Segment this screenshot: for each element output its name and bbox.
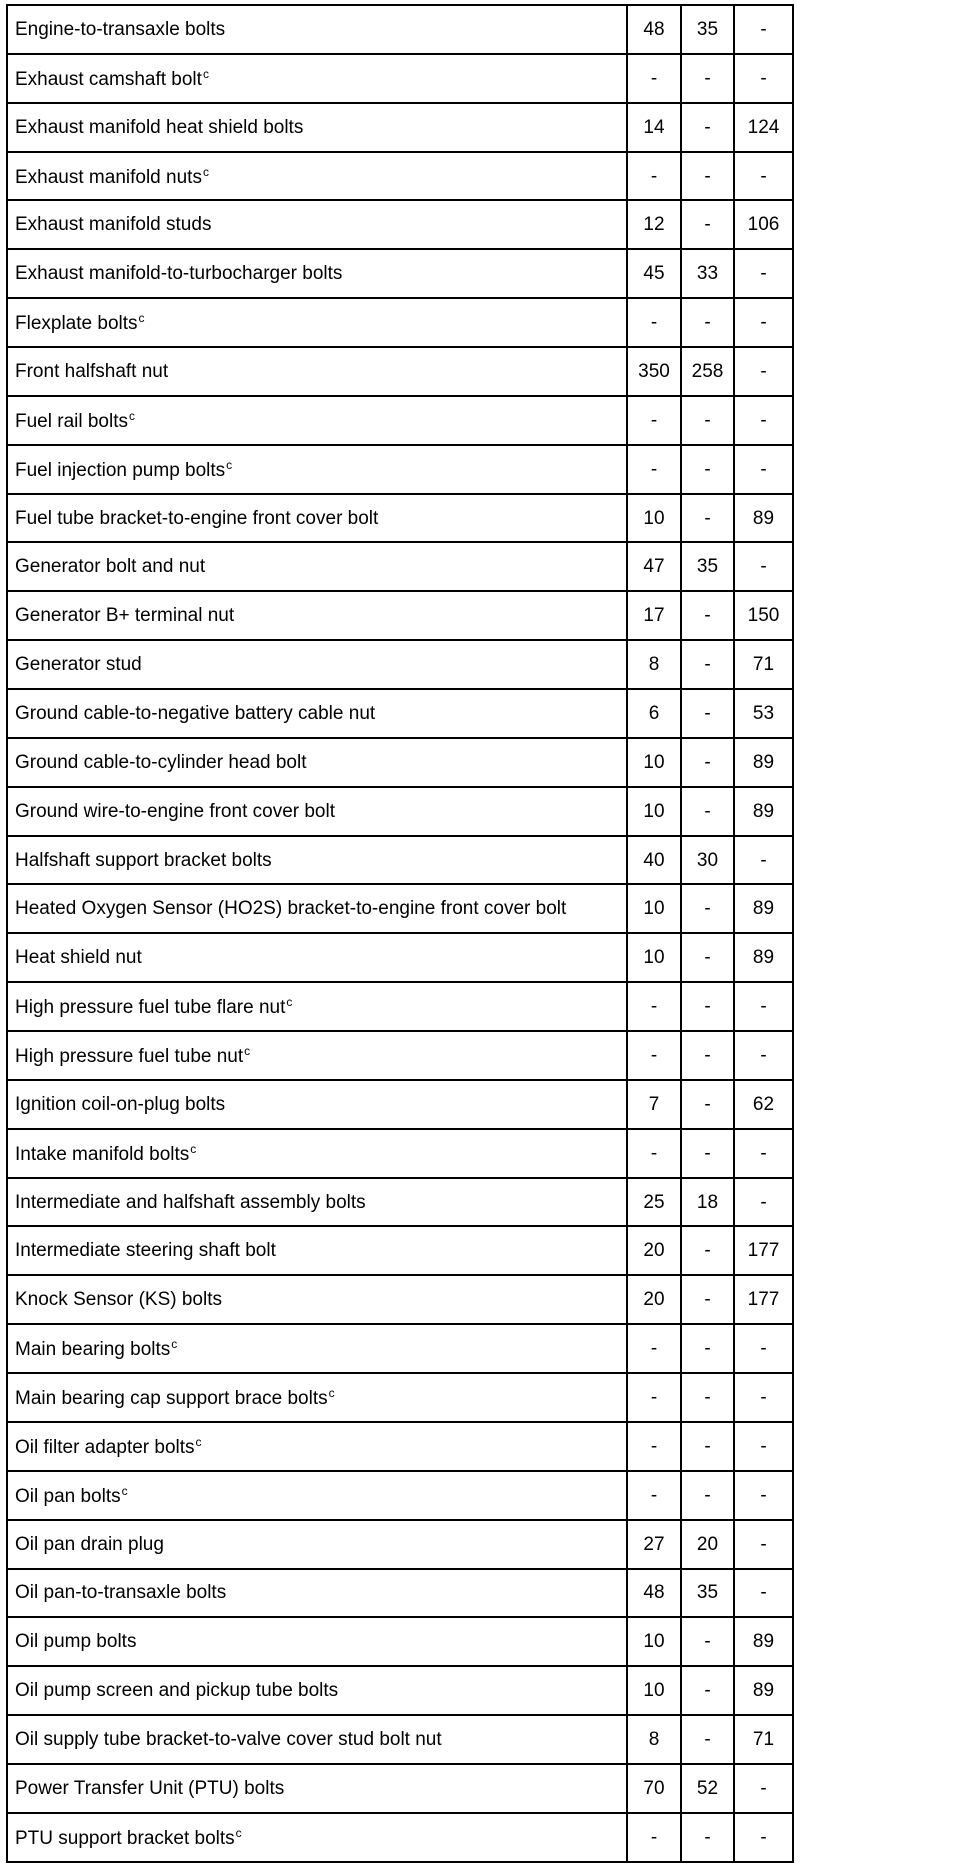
lbin-value: - [734, 1471, 793, 1520]
table-row [7, 982, 793, 1031]
lbin-value: - [734, 1129, 793, 1178]
lbin-value: 89 [734, 1666, 793, 1715]
component-cell [7, 1422, 627, 1471]
lbft-value: - [681, 689, 734, 738]
lbft-value: - [681, 1422, 734, 1471]
table-row [7, 152, 793, 201]
lbin-value: 71 [734, 640, 793, 689]
table-row [7, 1324, 793, 1373]
lbin-value: - [734, 1178, 793, 1227]
lbft-value: - [681, 1324, 734, 1373]
component-name: High pressure fuel tube flare nut [15, 997, 286, 1019]
lbft-value: - [681, 933, 734, 982]
component-cell [7, 1031, 627, 1080]
lbft-value: - [681, 1129, 734, 1178]
component-name: Oil pump screen and pickup tube bolts [15, 1680, 339, 1702]
lbin-value: - [734, 396, 793, 445]
nm-value: 20 [627, 1275, 681, 1324]
component-name: Oil pan-to-transaxle bolts [15, 1582, 227, 1604]
nm-value: 6 [627, 689, 681, 738]
table-row [7, 1275, 793, 1324]
component-name: Ground cable-to-negative battery cable nut [15, 702, 376, 724]
lbft-value: - [681, 738, 734, 787]
lbft-value: - [681, 1715, 734, 1764]
lbin-value: 89 [734, 933, 793, 982]
lbft-value: - [681, 982, 734, 1031]
lbft-value: 30 [681, 836, 734, 885]
lbft-value: - [681, 591, 734, 640]
nm-value: 14 [627, 103, 681, 152]
table-row [7, 1422, 793, 1471]
component-cell [7, 640, 627, 689]
component-name: Heated Oxygen Sensor (HO2S) bracket-to-engine front cover bolt [15, 898, 567, 920]
nm-value: - [627, 982, 681, 1031]
table-row [7, 1471, 793, 1520]
component-name: Ground cable-to-cylinder head bolt [15, 751, 307, 773]
table-row [7, 249, 793, 298]
table-row [7, 1031, 793, 1080]
nm-value: 8 [627, 640, 681, 689]
table-row [7, 1569, 793, 1618]
component-cell [7, 738, 627, 787]
lbin-value: - [734, 1324, 793, 1373]
component-cell [7, 200, 627, 249]
nm-value: 12 [627, 200, 681, 249]
table-row [7, 1080, 793, 1129]
lbft-value: - [681, 103, 734, 152]
table-row [7, 1715, 793, 1764]
table-row [7, 396, 793, 445]
lbft-value: 20 [681, 1520, 734, 1569]
component-cell [7, 1275, 627, 1324]
table-row [7, 200, 793, 249]
lbft-value: - [681, 640, 734, 689]
nm-value: - [627, 445, 681, 494]
table-row [7, 347, 793, 396]
footnote-marker: c [129, 408, 135, 423]
footnote-marker: c [195, 1434, 202, 1449]
table-row [7, 689, 793, 738]
lbin-value: 89 [734, 884, 793, 933]
nm-value: 10 [627, 1617, 681, 1666]
component-cell [7, 884, 627, 933]
component-cell [7, 1764, 627, 1813]
component-name: Oil pan drain plug [15, 1533, 164, 1555]
lbft-value: - [681, 1471, 734, 1520]
component-name: Oil filter adapter bolts [15, 1436, 195, 1458]
lbft-value: - [681, 1373, 734, 1422]
component-name: Power Transfer Unit (PTU) bolts [15, 1777, 285, 1799]
table-row [7, 1520, 793, 1569]
component-cell [7, 1471, 627, 1520]
component-cell [7, 1715, 627, 1764]
nm-value: 48 [627, 1569, 681, 1618]
nm-value: 40 [627, 836, 681, 885]
component-cell [7, 103, 627, 152]
lbft-value: - [681, 1617, 734, 1666]
lbft-value: - [681, 787, 734, 836]
nm-value: 45 [627, 249, 681, 298]
nm-value: - [627, 1129, 681, 1178]
nm-value: 10 [627, 884, 681, 933]
nm-value: - [627, 1324, 681, 1373]
component-name: Fuel injection pump bolts [15, 459, 226, 481]
component-name: High pressure fuel tube nut [15, 1045, 244, 1067]
nm-value: - [627, 396, 681, 445]
lbin-value: - [734, 347, 793, 396]
component-name: Flexplate bolts [15, 313, 138, 335]
component-cell [7, 54, 627, 103]
component-name: PTU support bracket bolts [15, 1827, 235, 1849]
nm-value: - [627, 1031, 681, 1080]
lbft-value: - [681, 298, 734, 347]
lbft-value: - [681, 884, 734, 933]
footnote-marker: c [202, 164, 209, 179]
table-row [7, 1226, 793, 1275]
component-cell [7, 152, 627, 201]
nm-value: 48 [627, 5, 681, 54]
component-cell [7, 1569, 627, 1618]
table-row [7, 787, 793, 836]
lbin-value: - [734, 836, 793, 885]
component-cell [7, 396, 627, 445]
component-cell [7, 5, 627, 54]
component-cell [7, 591, 627, 640]
lbin-value: - [734, 1764, 793, 1813]
footnote-marker: c [138, 311, 145, 326]
component-cell [7, 1617, 627, 1666]
table-row [7, 298, 793, 347]
lbft-value: - [681, 445, 734, 494]
component-name: Generator B+ terminal nut [15, 605, 235, 627]
table-row [7, 494, 793, 543]
nm-value: 10 [627, 1666, 681, 1715]
lbin-value: 71 [734, 1715, 793, 1764]
footnote-marker: c [202, 66, 209, 81]
component-cell [7, 836, 627, 885]
lbin-value: 89 [734, 738, 793, 787]
lbin-value: 106 [734, 200, 793, 249]
component-cell [7, 494, 627, 543]
lbft-value: 18 [681, 1178, 734, 1227]
lbin-value: 89 [734, 1617, 793, 1666]
lbft-value: - [681, 1080, 734, 1129]
component-cell [7, 1324, 627, 1373]
nm-value: 350 [627, 347, 681, 396]
table-row [7, 1764, 793, 1813]
component-cell [7, 982, 627, 1031]
component-cell [7, 1129, 627, 1178]
component-name: Engine-to-transaxle bolts [15, 18, 226, 40]
nm-value: 27 [627, 1520, 681, 1569]
table-row [7, 103, 793, 152]
table-row [7, 1129, 793, 1178]
component-name: Intermediate steering shaft bolt [15, 1240, 276, 1262]
footnote-marker: c [226, 457, 233, 472]
lbft-value: 35 [681, 5, 734, 54]
lbin-value: 53 [734, 689, 793, 738]
table-row [7, 1373, 793, 1422]
footnote-marker: c [171, 1337, 178, 1352]
nm-value: 47 [627, 542, 681, 591]
lbin-value: - [734, 1569, 793, 1618]
component-name: Exhaust manifold-to-turbocharger bolts [15, 263, 343, 285]
footnote-marker: c [328, 1385, 335, 1400]
lbin-value: - [734, 249, 793, 298]
component-name: Oil supply tube bracket-to-valve cover stud bolt nut [15, 1729, 442, 1750]
nm-value: 10 [627, 787, 681, 836]
nm-value: 20 [627, 1226, 681, 1275]
table-row [7, 54, 793, 103]
lbin-value: 124 [734, 103, 793, 152]
lbin-value: 89 [734, 494, 793, 543]
component-name: Exhaust manifold nuts [15, 166, 202, 188]
footnote-marker: c [286, 995, 293, 1010]
lbin-value: - [734, 445, 793, 494]
component-name: Heat shield nut [15, 947, 142, 969]
lbin-value: - [734, 542, 793, 591]
component-cell [7, 1080, 627, 1129]
component-name: Knock Sensor (KS) bolts [15, 1289, 222, 1311]
component-name: Fuel tube bracket-to-engine front cover bolt [15, 507, 379, 529]
component-cell [7, 1373, 627, 1422]
lbft-value: 35 [681, 1569, 734, 1618]
nm-value: - [627, 1373, 681, 1422]
component-name: Halfshaft support bracket bolts [15, 849, 272, 871]
table-row [7, 591, 793, 640]
table-row [7, 1178, 793, 1227]
lbin-value: 177 [734, 1226, 793, 1275]
nm-value: - [627, 1471, 681, 1520]
lbft-value: - [681, 396, 734, 445]
table-row [7, 1813, 793, 1862]
table-row [7, 1617, 793, 1666]
lbin-value: - [734, 1813, 793, 1862]
table-body [7, 5, 793, 1862]
lbin-value: 62 [734, 1080, 793, 1129]
lbft-value: - [681, 1275, 734, 1324]
component-name: Generator bolt and nut [15, 556, 206, 578]
lbft-value: 35 [681, 542, 734, 591]
component-cell [7, 1178, 627, 1227]
lbin-value: - [734, 1031, 793, 1080]
component-name: Intake manifold bolts [15, 1143, 190, 1165]
component-name: Exhaust camshaft bolt [15, 68, 202, 90]
nm-value: - [627, 54, 681, 103]
nm-value: - [627, 298, 681, 347]
component-name: Main bearing bolts [15, 1339, 171, 1361]
table-row [7, 836, 793, 885]
component-name: Front halfshaft nut [15, 360, 169, 382]
lbft-value: - [681, 1813, 734, 1862]
footnote-marker: c [244, 1043, 251, 1058]
lbin-value: 89 [734, 787, 793, 836]
table-row [7, 884, 793, 933]
lbft-value: - [681, 494, 734, 543]
table-row [7, 445, 793, 494]
nm-value: - [627, 1422, 681, 1471]
component-name: Fuel rail bolts [15, 410, 128, 432]
component-cell [7, 298, 627, 347]
lbin-value: - [734, 298, 793, 347]
table-row [7, 738, 793, 787]
nm-value: 10 [627, 933, 681, 982]
component-cell [7, 1226, 627, 1275]
lbin-value: - [734, 5, 793, 54]
table-row [7, 542, 793, 591]
lbin-value: - [734, 1422, 793, 1471]
lbft-value: 258 [681, 347, 734, 396]
table-row [7, 5, 793, 54]
component-cell [7, 249, 627, 298]
lbin-value: 150 [734, 591, 793, 640]
nm-value: - [627, 152, 681, 201]
nm-value: - [627, 1813, 681, 1862]
component-cell [7, 1813, 627, 1862]
component-name: Generator stud [15, 654, 142, 676]
table-row [7, 1666, 793, 1715]
component-cell [7, 787, 627, 836]
component-cell [7, 933, 627, 982]
lbft-value: - [681, 1031, 734, 1080]
lbft-value: 52 [681, 1764, 734, 1813]
component-cell [7, 347, 627, 396]
lbft-value: - [681, 1226, 734, 1275]
lbin-value: - [734, 982, 793, 1031]
component-cell [7, 542, 627, 591]
footnote-marker: c [121, 1483, 128, 1498]
footnote-marker: c [235, 1825, 242, 1840]
component-name: Oil pan bolts [15, 1485, 121, 1507]
nm-value: 7 [627, 1080, 681, 1129]
component-cell [7, 689, 627, 738]
component-cell [7, 1666, 627, 1715]
component-name: Main bearing cap support brace bolts [15, 1387, 328, 1409]
component-name: Exhaust manifold studs [15, 214, 212, 236]
nm-value: 70 [627, 1764, 681, 1813]
lbin-value: - [734, 152, 793, 201]
lbft-value: 33 [681, 249, 734, 298]
lbin-value: - [734, 1520, 793, 1569]
component-cell [7, 445, 627, 494]
lbft-value: - [681, 54, 734, 103]
component-name: Intermediate and halfshaft assembly bolts [15, 1191, 366, 1213]
table-row [7, 640, 793, 689]
lbin-value: - [734, 54, 793, 103]
lbin-value: 177 [734, 1275, 793, 1324]
component-name: Ignition coil-on-plug bolts [15, 1093, 226, 1115]
lbft-value: - [681, 1666, 734, 1715]
nm-value: 10 [627, 494, 681, 543]
lbin-value: - [734, 1373, 793, 1422]
nm-value: 10 [627, 738, 681, 787]
component-name: Oil pump bolts [15, 1631, 137, 1653]
component-cell [7, 1520, 627, 1569]
nm-value: 8 [627, 1715, 681, 1764]
footnote-marker: c [190, 1141, 197, 1156]
lbft-value: - [681, 152, 734, 201]
torque-spec-table [6, 4, 794, 1863]
table-row [7, 933, 793, 982]
component-name: Ground wire-to-engine front cover bolt [15, 800, 335, 822]
lbft-value: - [681, 200, 734, 249]
component-name: Exhaust manifold heat shield bolts [15, 116, 304, 138]
nm-value: 25 [627, 1178, 681, 1227]
nm-value: 17 [627, 591, 681, 640]
